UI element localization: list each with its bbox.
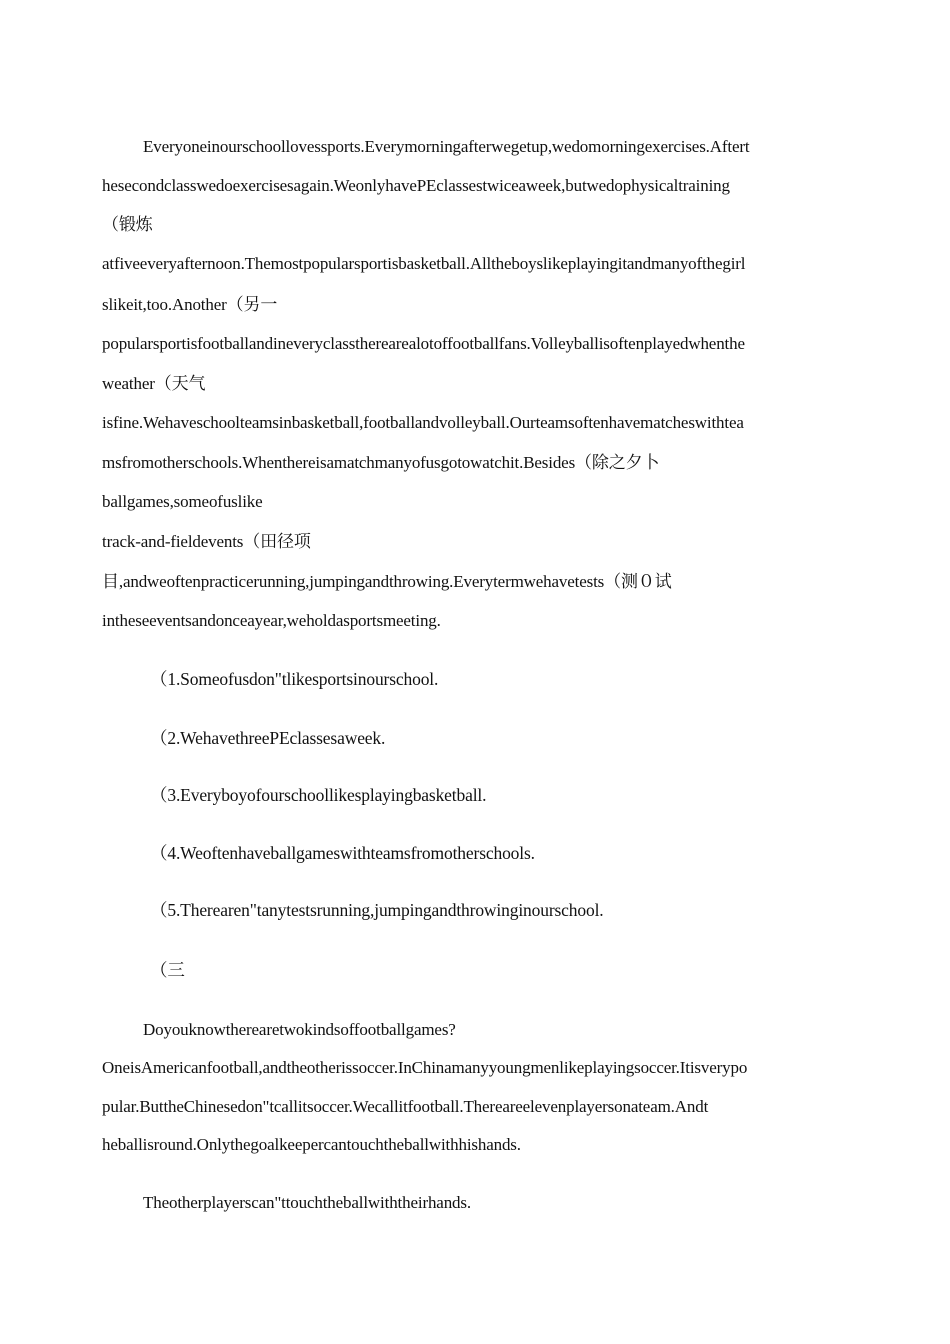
passage-line: popularsportisfootballandineveryclasstherearealotoffootballfans.Volleyballisoftenplayedwhenthe bbox=[102, 334, 745, 353]
passage-line: heballisround.Onlythegoalkeepercantouchtheballwithhishands. bbox=[102, 1135, 521, 1154]
passage-line: OneisAmericanfootball,andtheotherissoccer.InChinamanyyoungmenlikeplayingsoccer.Itisverypo bbox=[102, 1058, 748, 1077]
passage-line: track-and-fieldevents（田径项 bbox=[102, 532, 311, 551]
question-item: （1.Someofusdon"tlikesportsinourschool. bbox=[150, 669, 439, 689]
section-three-heading: （三 bbox=[150, 960, 185, 980]
passage-line: Doyouknowtherearetwokindsoffootballgames? bbox=[143, 1020, 456, 1039]
passage-line: intheseeventsandonceayear,weholdasportsmeeting. bbox=[102, 611, 441, 630]
passage-line: 目,andweoftenpracticerunning,jumpingandthrowing.Everytermwehavetests（测０试 bbox=[102, 572, 672, 591]
passage-line: Theotherplayerscan"ttouchtheballwiththeirhands. bbox=[143, 1193, 471, 1212]
passage-line: weather（天气 bbox=[102, 374, 206, 393]
passage-line: msfromotherschools.Whenthereisamatchmanyofusgotowatchit.Besides（除之夕卜 bbox=[102, 453, 660, 472]
passage-line: pular.ButtheChinesedon"tcallitsoccer.Wecallitfootball.Thereareelevenplayersonateam.Andt bbox=[102, 1097, 709, 1116]
passage-line: （锻炼 bbox=[102, 215, 153, 234]
passage-line: slikeit,too.Another（另一 bbox=[102, 295, 278, 314]
question-item: （4.Weoftenhaveballgameswithteamsfromotherschools. bbox=[150, 843, 535, 863]
question-item: （5.Therearen"tanytestsrunning,jumpingandthrowinginourschool. bbox=[150, 900, 604, 920]
passage-line: ballgames,someofuslike bbox=[102, 492, 263, 511]
question-item: （3.Everyboyofourschoollikesplayingbasketball. bbox=[150, 785, 487, 805]
passage-line: hesecondclasswedoexercisesagain.WeonlyhavePEclassestwiceaweek,butwedophysicaltraining bbox=[102, 176, 730, 195]
passage-line: atfiveeveryafternoon.Themostpopularsportisbasketball.Alltheboyslikeplayingitandmanyofthegirl bbox=[102, 254, 746, 273]
question-item: （2.WehavethreePEclassesaweek. bbox=[150, 728, 386, 748]
passage-line: isfine.Wehaveschoolteamsinbasketball,footballandvolleyball.Ourteamsoftenhavematcheswithtea bbox=[102, 413, 744, 432]
passage-line: Everyoneinourschoollovessports.Everymorningafterwegetup,wedomorningexercises.Aftert bbox=[143, 137, 750, 156]
